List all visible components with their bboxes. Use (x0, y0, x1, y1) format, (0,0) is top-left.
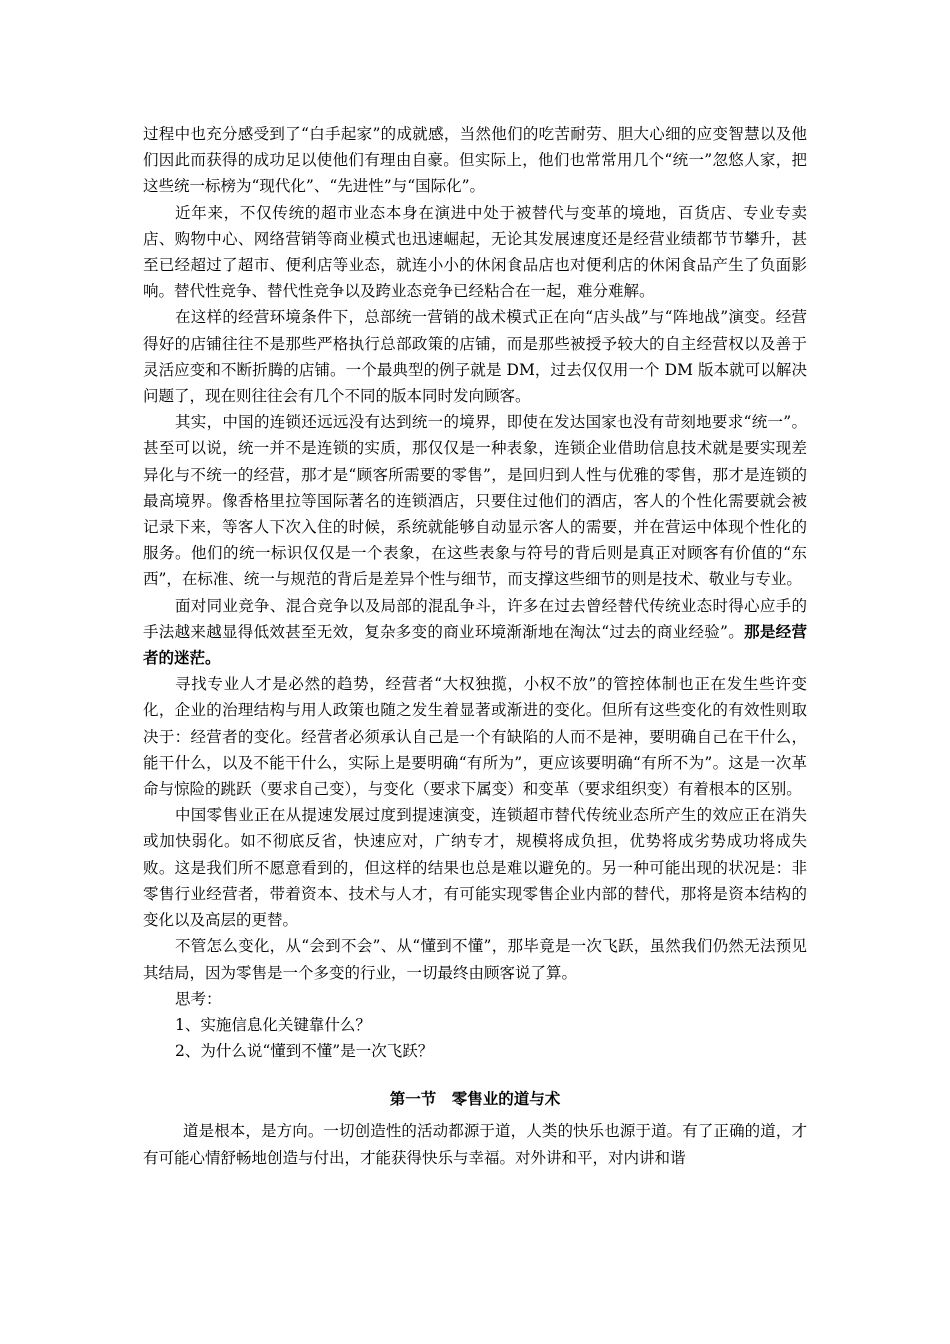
paragraph-1: 过程中也充分感受到了“白手起家”的成就感，当然他们的吃苦耐劳、胆大心细的应变智慧以及他们因此而获得的成功足以使他们有理由自豪。但实际上，他们也常常用几个“统一”忽悠人家，把这些统一标榜为“现代化”、“先进性”与“国际化”。 (143, 125, 807, 196)
paragraph-6: 寻找专业人才是必然的趋势，经营者“大权独揽，小权不放”的管控体制也正在发生些许变化，企业的治理结构与用人政策也随之发生着显著或渐进的变化。但所有这些变化的有效性则取决于：经营者的变化。经营者必须承认自己是一个有缺陷的人而不是神，要明确自己在干什么，能干什么，以及不能干什么，实际上是要明确“有所为”，更应该要明确“有所不为”。这是一次革命与惊险的跳跃（要求自己变），与变化（要求下属变）和变革（要求组织变）有着根本的区别。 (143, 675, 807, 799)
question-1: 1、实施信息化关键靠什么？ (175, 1015, 371, 1034)
paragraph-5 (143, 593, 807, 672)
paragraph-5-text: 面对同业竞争、混合竞争以及局部的混乱争斗，许多在过去曾经替代传统业态时得心应手的手法越来越显得低效甚至无效，复杂多变的商业环境渐渐地在淘汰“过去的商业经验”。 (143, 596, 807, 641)
paragraph-2: 近年来，不仅传统的超市业态本身在演进中处于被替代与变革的境地，百货店、专业专卖店、购物中心、网络营销等商业模式也迅速崛起，无论其发展速度还是经营业绩都节节攀升，甚至已经超过了超市、便利店等业态，就连小小的休闲食品店也对便利店的休闲食品产生了负面影响。替代性竞争、替代性竞争以及跨业态竞争已经粘合在一起，难分难解。 (143, 203, 807, 301)
paragraph-3: 在这样的经营环境条件下，总部统一营销的战术模式正在向“店头战”与“阵地战”演变。经营得好的店铺往往不是那些严格执行总部政策的店铺，而是那些被授予较大的自主经营权以及善于灵活应变和不断折腾的店铺。一个最典型的例子就是 DM，过去仅仅用一个 DM 版本就可以解决问题了，现在则往往会有几个不同的版本同时发向顾客。 (143, 308, 807, 406)
document-page (143, 121, 807, 1171)
paragraph-8: 不管怎么变化，从“会到不会”、从“懂到不懂”，那毕竟是一次飞跃，虽然我们仍然无法预见其结局，因为零售是一个多变的行业，一切最终由顾客说了算。 (143, 937, 807, 982)
section-title: 第一节 零售业的道与术 (389, 1090, 561, 1109)
question-2: 2、为什么说“懂到不懂”是一次飞跃？ (175, 1042, 434, 1061)
paragraph-4: 其实，中国的连锁还远远没有达到统一的境界，即使在发达国家也没有苛刻地要求“统一”。甚至可以说，统一并不是连锁的实质，那仅仅是一种表象，连锁企业借助信息技术就是要实现差异化与不统一的经营，那才是“顾客所需要的零售”，是回归到人性与优雅的零售，那才是连锁的最高境界。像香格里拉等国际著名的连锁酒店，只要住过他们的酒店，客人的个性化需要就会被记录下来，等客人下次入住的时候，系统就能够自动显示客人的需要，并在营运中体现个性化的服务。他们的统一标识仅仅是一个表象，在这些表象与符号的背后则是真正对顾客有价值的“东西”，在标准、统一与规范的背后是差异个性与细节，而支撑这些细节的则是技术、敬业与专业。 (143, 413, 807, 589)
paragraph-5-bold-emphasis: 那是经营者的迷茫。 (143, 622, 807, 668)
paragraph-7: 中国零售业正在从提速发展过度到提速演变，连锁超市替代传统业态所产生的效应正在消失或加快弱化。如不彻底反省，快速应对，广纳专才，规模将成负担，优势将成劣势成功将成失败。这是我们所不愿意看到的，但这样的结果也总是难以避免的。另一种可能出现的状况是：非零售行业经营者，带着资本、技术与人才，有可能实现零售企业内部的替代，那将是资本结构的变化以及高层的更替。 (143, 806, 807, 930)
section-lead-paragraph: 道是根本，是方向。一切创造性的活动都源于道，人类的快乐也源于道。有了正确的道，才有可能心情舒畅地创造与付出，才能获得快乐与幸福。对外讲和平，对内讲和谐 (143, 1122, 807, 1167)
questions-heading: 思考： (175, 989, 222, 1008)
